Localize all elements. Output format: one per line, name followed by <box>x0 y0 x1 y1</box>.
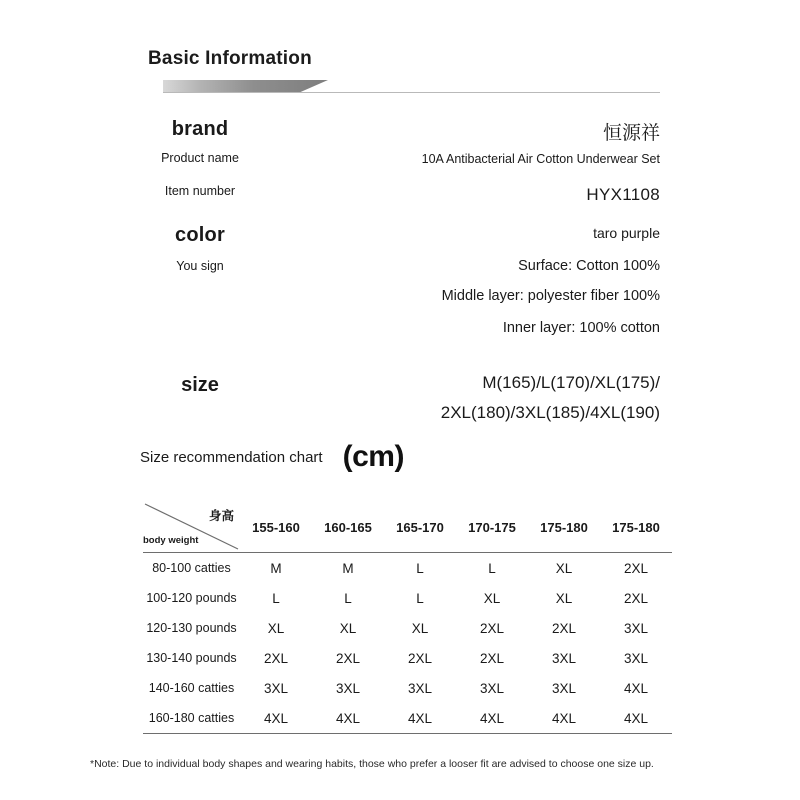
info-value: Surface: Cotton 100% <box>518 258 660 274</box>
table-cell: 2XL <box>263 650 289 666</box>
table-column-header: 175-180 <box>528 503 600 553</box>
table-cell: 2XL <box>623 560 649 576</box>
info-label: Item number <box>164 184 236 198</box>
table-column-header: 155-160 <box>240 503 312 553</box>
table-row-label: 120-130 pounds <box>146 621 237 635</box>
table-cell: 4XL <box>600 703 672 734</box>
table-cell: L <box>272 590 280 606</box>
table-cell: M <box>342 560 354 576</box>
info-value: taro purple <box>593 225 660 241</box>
table-column-header: 160-165 <box>312 503 384 553</box>
table-cell: 3XL <box>407 680 433 696</box>
table-cell: XL <box>483 590 501 606</box>
table-cell: 3XL <box>551 680 577 696</box>
size-chart-title: Size recommendation chart <box>140 448 323 466</box>
corner-weight-label: body weight <box>143 535 199 546</box>
table-cell: L <box>416 590 424 606</box>
size-chart-unit: (cm) <box>342 440 404 473</box>
size-chart-heading <box>140 440 560 474</box>
table-row <box>143 643 672 673</box>
table-row-label: 130-140 pounds <box>146 651 237 665</box>
table-cell: 2XL <box>479 620 505 636</box>
table-cell: L <box>344 590 352 606</box>
table-corner-cell <box>143 503 240 553</box>
table-cell: XL <box>555 590 573 606</box>
corner-height-label: 身高 <box>208 508 234 523</box>
table-row-label: 80-100 catties <box>152 561 231 575</box>
table-cell: 2XL <box>479 650 505 666</box>
table-cell: 4XL <box>312 703 384 734</box>
table-cell: 3XL <box>623 650 649 666</box>
table-row <box>143 583 672 613</box>
info-value: 恒源祥 <box>602 122 660 144</box>
info-value: Middle layer: polyester fiber 100% <box>441 288 660 304</box>
table-body <box>143 553 672 734</box>
table-cell: XL <box>411 620 429 636</box>
table-row-label: 140-160 catties <box>148 681 235 695</box>
table-cell: 4XL <box>528 703 600 734</box>
info-label: brand <box>171 118 229 140</box>
table-cell: 3XL <box>623 620 649 636</box>
page-header <box>0 48 800 104</box>
table-column-header: 175-180 <box>600 503 672 553</box>
table-cell: 3XL <box>479 680 505 696</box>
table-row <box>143 673 672 703</box>
table-cell: 3XL <box>551 650 577 666</box>
table-row <box>143 703 672 734</box>
table-cell: XL <box>267 620 285 636</box>
info-value: Inner layer: 100% cotton <box>502 320 660 336</box>
table-cell: 4XL <box>384 703 456 734</box>
footnote: *Note: Due to individual body shapes and wearing habits, those who prefer a looser fit are advised to choose one size up. <box>90 758 654 770</box>
table-cell: M <box>270 560 282 576</box>
size-recommendation-table <box>143 503 672 734</box>
table-cell: 4XL <box>456 703 528 734</box>
table-column-header: 170-175 <box>456 503 528 553</box>
table-cell: L <box>488 560 496 576</box>
table-row <box>143 613 672 643</box>
info-label: Product name <box>161 151 239 165</box>
size-values-line-1: M(165)/L(170)/XL(175)/ <box>482 373 660 392</box>
header-divider-line <box>163 92 660 93</box>
table-cell: XL <box>555 560 573 576</box>
table-cell: 3XL <box>335 680 361 696</box>
table-row <box>143 553 672 584</box>
table-cell: 3XL <box>263 680 289 696</box>
size-label: size <box>181 374 219 396</box>
table-cell: 4XL <box>240 703 312 734</box>
table-column-header: 165-170 <box>384 503 456 553</box>
table-cell: XL <box>339 620 357 636</box>
table-cell: 2XL <box>623 590 649 606</box>
page-title: Basic Information <box>148 48 312 69</box>
table-cell: 4XL <box>623 680 649 696</box>
size-values-line-2: 2XL(180)/3XL(185)/4XL(190) <box>440 403 660 422</box>
table-row-label: 100-120 pounds <box>146 591 237 605</box>
info-label: You sign <box>176 259 224 273</box>
size-values <box>300 368 660 428</box>
table-cell: L <box>416 560 424 576</box>
table-cell: 2XL <box>551 620 577 636</box>
info-label: color <box>175 224 225 246</box>
table-row-label: 160-180 catties <box>143 703 240 734</box>
info-value: 10A Antibacterial Air Cotton Underwear Set <box>421 152 660 166</box>
table-header-row <box>143 503 672 553</box>
info-value: HYX1108 <box>586 185 660 204</box>
size-recommendation-table-wrapper <box>143 503 660 734</box>
table-cell: 2XL <box>407 650 433 666</box>
table-cell: 2XL <box>335 650 361 666</box>
